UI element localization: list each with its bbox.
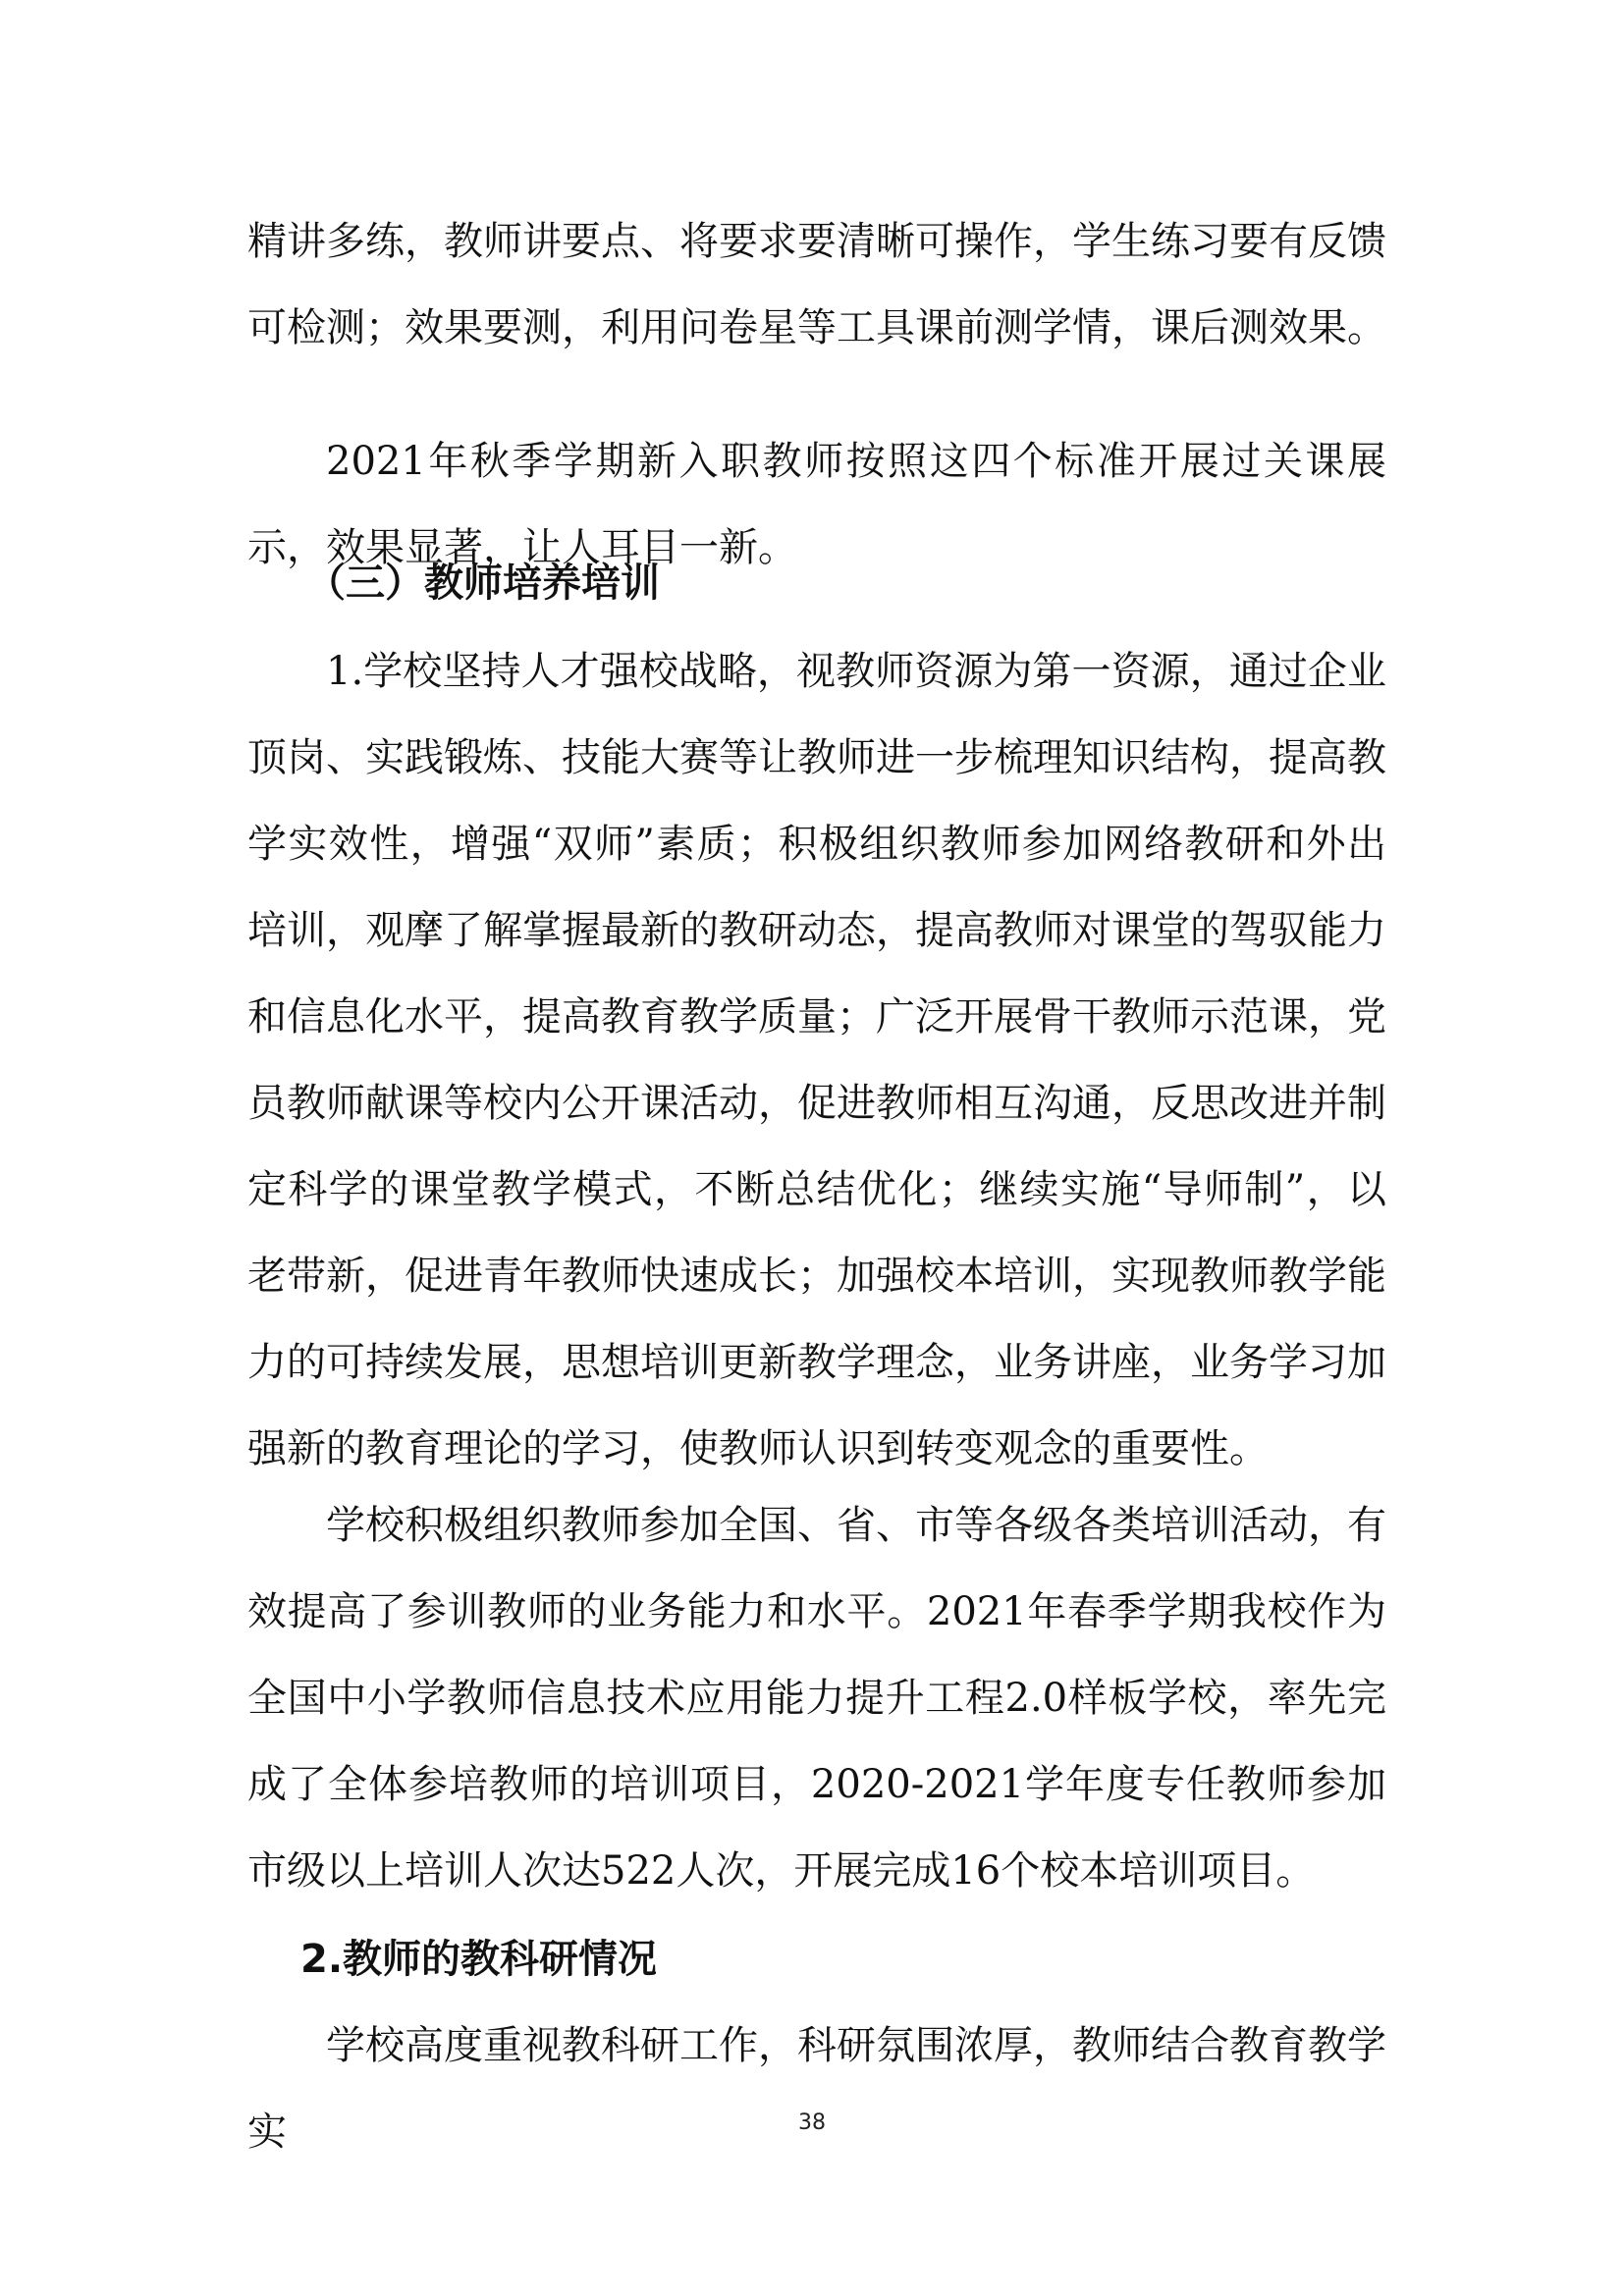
- subsection-heading-research: 2.教师的教科研情况: [300, 1937, 658, 1982]
- section-heading-teacher-training: （三）教师培养培训: [306, 561, 660, 606]
- paragraph-training-activities: 学校积极组织教师参加全国、省、市等各级各类培训活动，有效提高了参训教师的业务能力和水平。2021年春季学期我校作为全国中小学教师信息技术应用能力提升工程2.0样板学校，率先完成了全体参培教师的培训项目，2020-2021学年度专任教师参加市级以上培训人次达522人次，开展完成16个校本培训项目。: [247, 1503, 1386, 1894]
- paragraph-talent-strategy: 1.学校坚持人才强校战略，视教师资源为第一资源，通过企业顶岗、实践锻炼、技能大赛等让教师进一步梳理知识结构，提高教学实效性，增强“双师”素质；积极组织教师参加网络教研和外出培训，观摩了解掌握最新的教研动态，提高教师对课堂的驾驭能力和信息化水平，提高教育教学质量；广泛开展骨干教师示范课，党员教师献课等校内公开课活动，促进教师相互沟通，反思改进并制定科学的课堂教学模式，不断总结优化；继续实施“导师制”，以老带新，促进青年教师快速成长；加强校本培训，实现教师教学能力的可持续发展，思想培训更新教学理念，业务讲座，业务学习加强新的教育理论的学习，使教师认识到转变观念的重要性。: [247, 649, 1386, 1471]
- paragraph-new-teachers: 2021年秋季学期新入职教师按照这四个标准开展过关课展示，效果显著，让人耳目一新。: [247, 439, 1386, 570]
- page-number: 38: [798, 2110, 826, 2135]
- paragraph-continued: 精讲多练，教师讲要点、将要求要清晰可操作，学生练习要有反馈可检测；效果要测，利用问卷星等工具课前测学情，课后测效果。: [247, 219, 1386, 350]
- paragraph-research: 学校高度重视教科研工作，科研氛围浓厚，教师结合教育教学实: [247, 2023, 1386, 2155]
